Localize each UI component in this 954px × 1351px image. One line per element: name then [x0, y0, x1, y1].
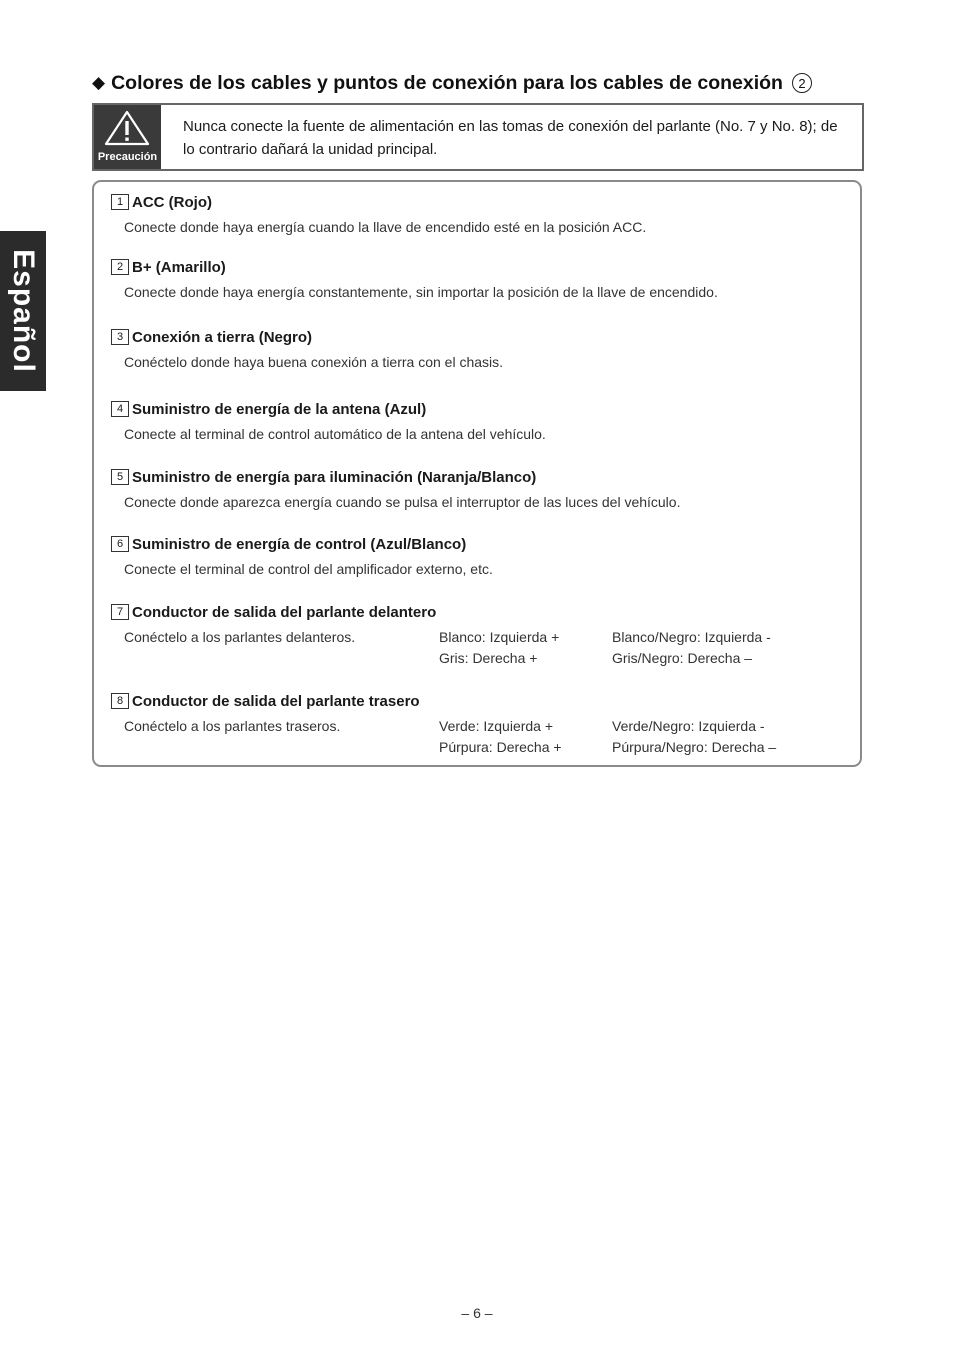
item-title: Conductor de salida del parlante delantero: [132, 603, 437, 621]
item-description: Conecte al terminal de control automático de la antena del vehículo.: [124, 426, 546, 442]
list-item: [111, 192, 850, 238]
caution-badge: [94, 105, 161, 169]
item-title: Suministro de energía de la antena (Azul): [132, 400, 427, 418]
item-title: Conductor de salida del parlante trasero: [132, 692, 420, 710]
list-item: [111, 534, 850, 580]
item-number: 3: [111, 329, 129, 345]
section-heading: [92, 68, 812, 98]
item-title: Conexión a tierra (Negro): [132, 328, 313, 346]
item-title: Suministro de energía para iluminación (Naranja/Blanco): [132, 468, 537, 486]
wire-positive-left: Verde: Izquierda +: [439, 718, 554, 734]
item-description: Conecte donde aparezca energía cuando se pulsa el interruptor de las luces del vehículo.: [124, 494, 681, 510]
item-number: 2: [111, 259, 129, 275]
item-number: 7: [111, 604, 129, 620]
item-description: [111, 716, 850, 758]
language-tab-label: Español: [7, 249, 41, 373]
item-description: Conecte donde haya energía cuando la llave de encendido esté en la posición ACC.: [124, 219, 647, 235]
item-number: 6: [111, 536, 129, 552]
item-number: 5: [111, 469, 129, 485]
wire-positive-left: Blanco: Izquierda +: [439, 629, 560, 645]
caution-box: [92, 103, 864, 171]
caution-text: Nunca conecte la fuente de alimentación en las tomas de conexión del parlante (No. 7 y No. 8); de lo contrario dañará la unidad principal.: [183, 118, 838, 158]
circled-number: 2: [792, 73, 812, 93]
item-description: Conecte el terminal de control del amplificador externo, etc.: [124, 561, 493, 577]
item-title: B+ (Amarillo): [132, 258, 226, 276]
item-description: Conéctelo donde haya buena conexión a tierra con el chasis.: [124, 354, 504, 370]
item-description: Conecte donde haya energía constantemente, sin importar la posición de la llave de encendido.: [124, 284, 718, 300]
item-description-text: Conéctelo a los parlantes delanteros.: [124, 629, 356, 645]
list-item: [111, 691, 850, 758]
item-description-text: Conéctelo a los parlantes traseros.: [124, 718, 341, 734]
list-item: [111, 602, 850, 669]
item-title: ACC (Rojo): [132, 193, 212, 211]
item-number: 4: [111, 401, 129, 417]
section-heading-text: Colores de los cables y puntos de conexión para los cables de conexión: [111, 71, 783, 94]
wire-negative-right: Púrpura/Negro: Derecha –: [612, 739, 777, 755]
language-tab: [0, 231, 46, 391]
item-description: [111, 627, 850, 669]
item-title: Suministro de energía de control (Azul/Blanco): [132, 535, 467, 553]
wire-negative-left: Verde/Negro: Izquierda -: [612, 718, 765, 734]
list-item: [111, 399, 850, 445]
warning-triangle-icon: [104, 110, 150, 146]
caution-label: Precaución: [97, 151, 158, 163]
diamond-bullet-icon: ◆: [92, 73, 106, 92]
list-item: [111, 467, 850, 513]
page-number: – 6 –: [461, 1305, 493, 1321]
wire-positive-right: Púrpura: Derecha +: [439, 739, 562, 755]
item-number: 8: [111, 693, 129, 709]
connection-list: [92, 180, 862, 767]
wire-negative-left: Blanco/Negro: Izquierda -: [612, 629, 771, 645]
item-number: 1: [111, 194, 129, 210]
wire-negative-right: Gris/Negro: Derecha –: [612, 650, 753, 666]
wire-positive-right: Gris: Derecha +: [439, 650, 538, 666]
list-item: [111, 327, 850, 373]
list-item: [111, 257, 850, 303]
